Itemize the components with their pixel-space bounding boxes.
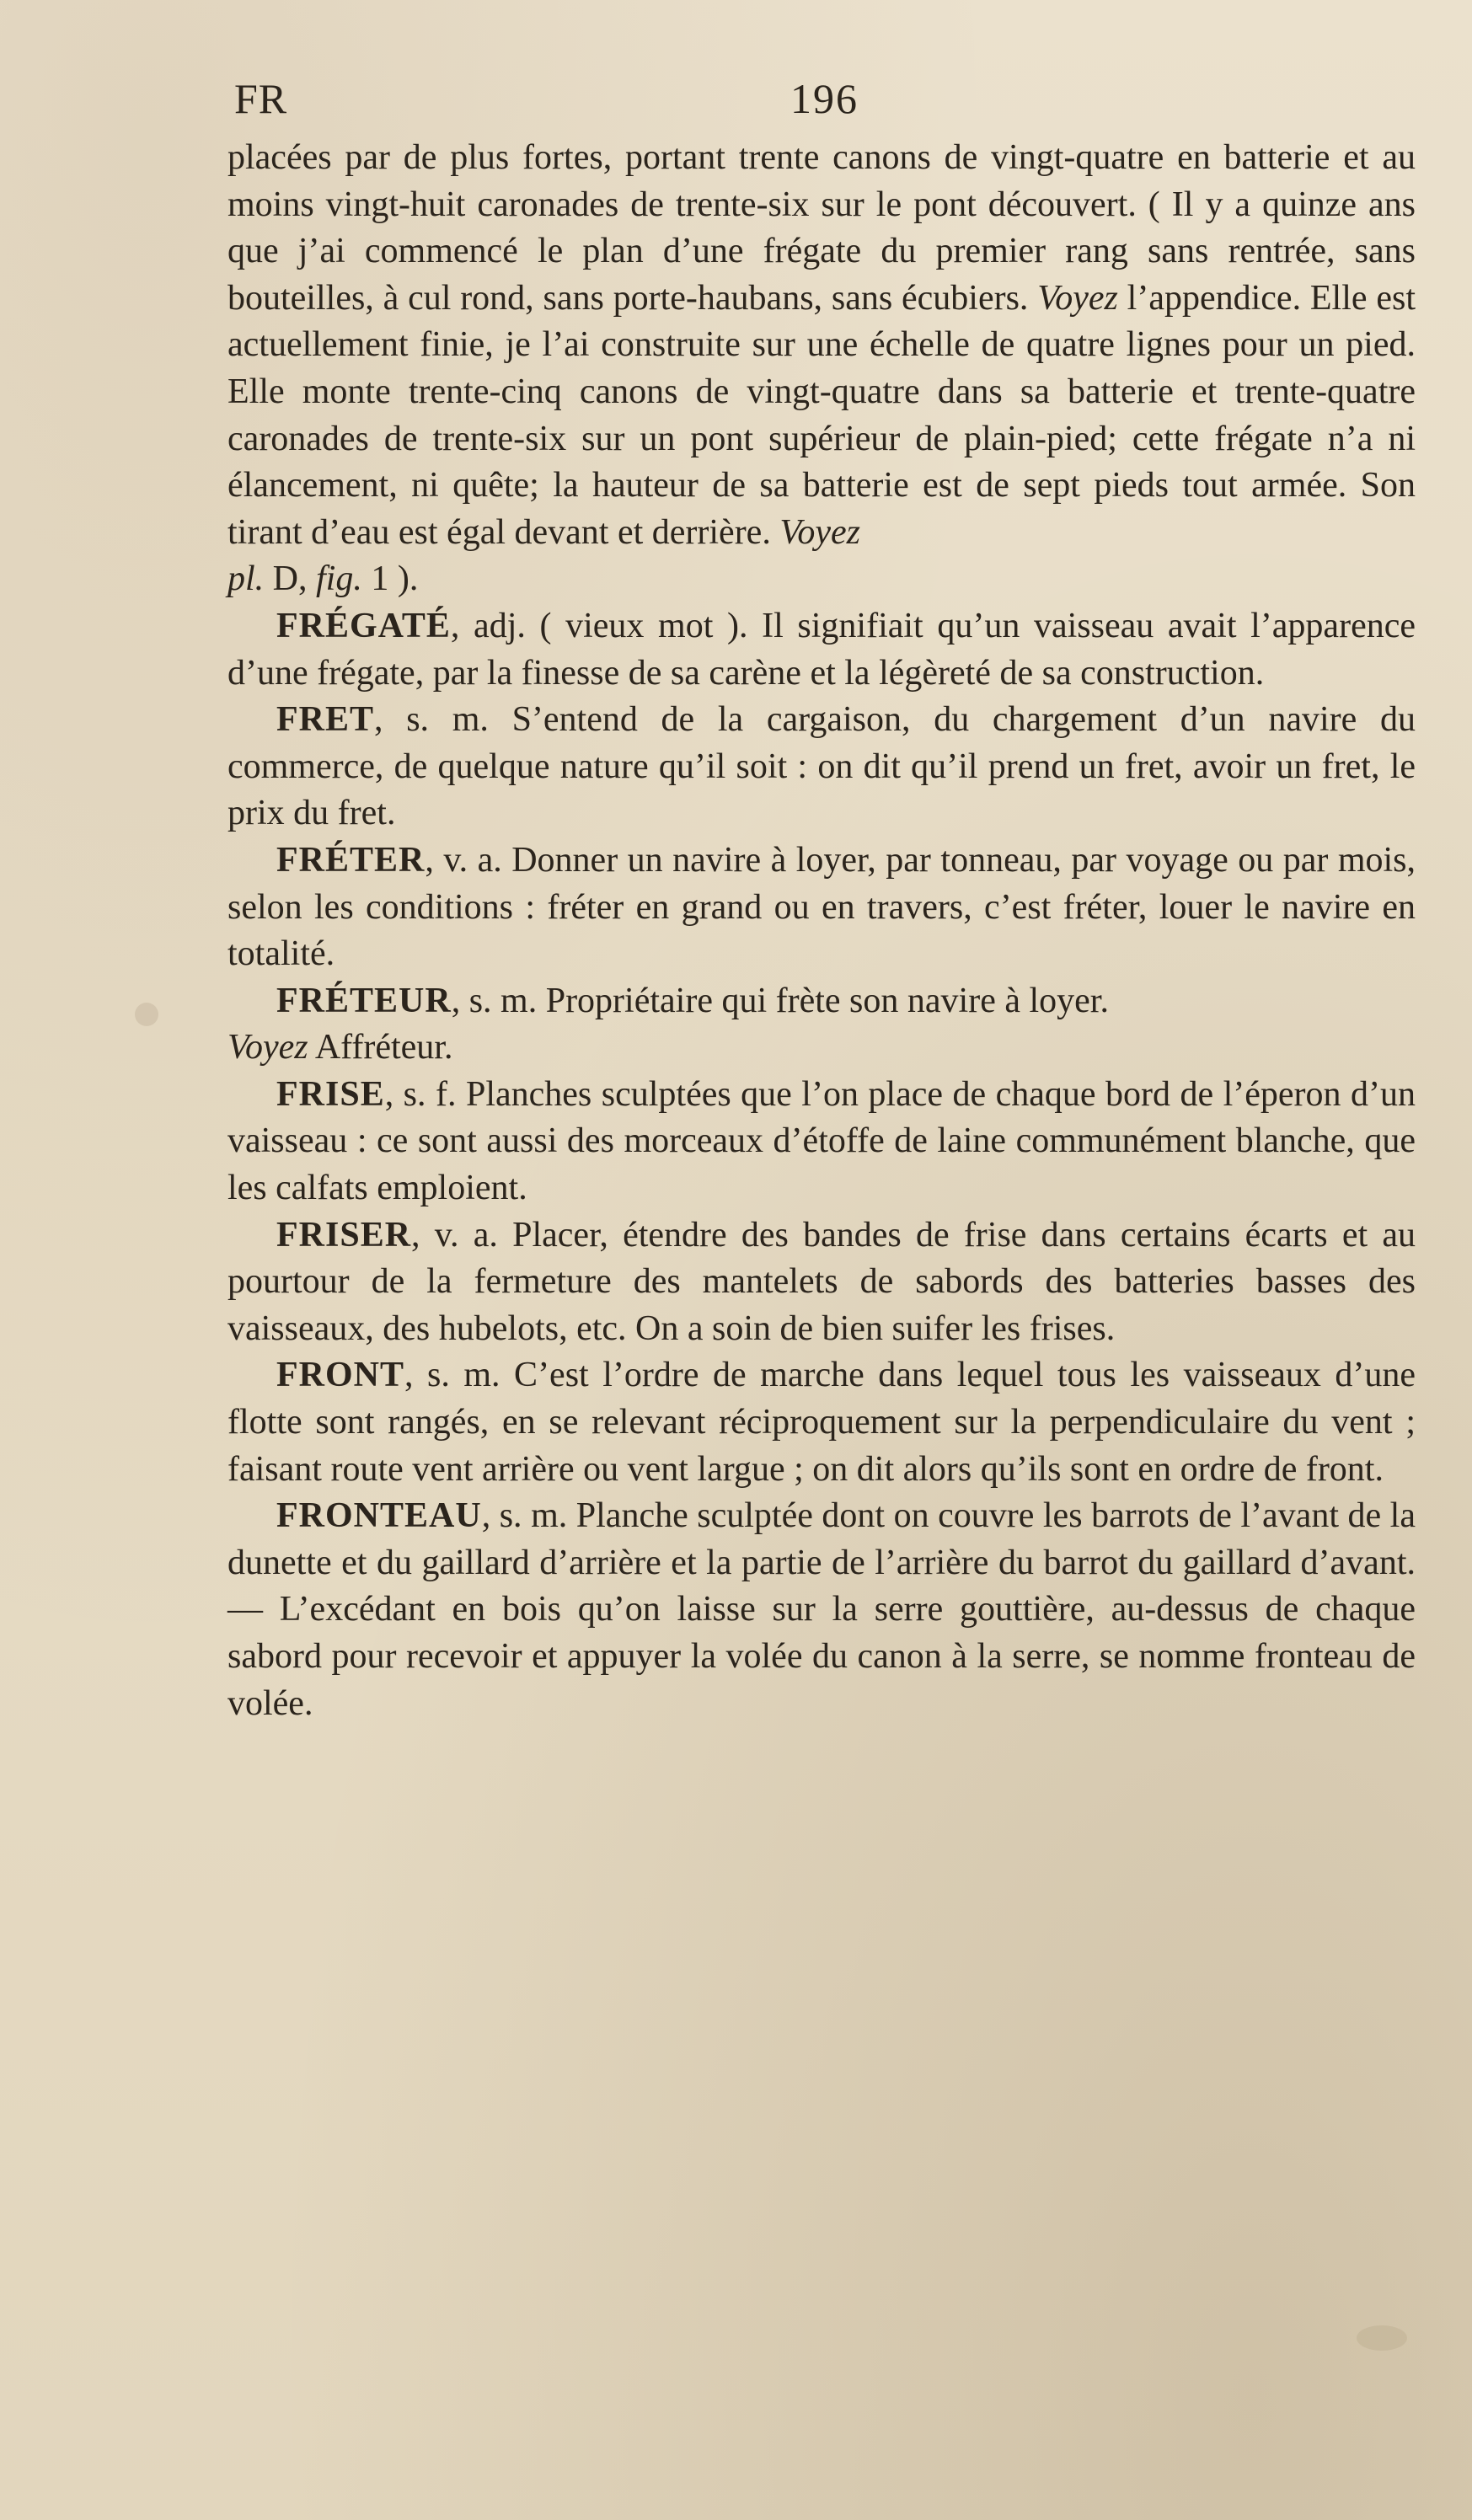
continuation-text: l’appendice. Elle est actuellement finie, je l’ai construite sur une échelle de quatre lignes pour un pied. Elle monte trente-cinq canons de vingt-quatre dans sa batterie et trente-quatre caronades de trente-six sur un pont supérieur de plain-pied; cette frégate n’a ni élancement, ni quête; la hauteur de sa batterie est de sept pieds tout armée. Son tirant d’eau est égal devant et derrière. <box>227 278 1416 552</box>
entry-headword: FRISER <box>276 1215 412 1255</box>
dictionary-entry <box>227 978 1416 1072</box>
entry-definition: , v. a. Placer, étendre des bandes de frise dans certains écarts et au pourtour de la fermeture des mantelets de sabords des batteries basses des vaisseaux, des hubelots, etc. On a soin de bien suifer les frises. <box>227 1215 1416 1348</box>
entry-definition: , s. m. S’entend de la cargaison, du chargement d’un navire du commerce, de quelque nature qu’il soit : on dit qu’il prend un fret, avoir un fret, le prix du fret. <box>227 700 1416 833</box>
figure-number: 1 ). <box>361 559 419 599</box>
dictionary-entry <box>227 1212 1416 1353</box>
continuation-paragraph <box>227 135 1416 603</box>
dictionary-entry <box>227 837 1416 978</box>
plate-reference: pl. <box>227 559 265 599</box>
dictionary-entry <box>227 1072 1416 1212</box>
entry-definition: , s. m. C’est l’ordre de marche dans lequel tous les vaisseaux d’une flotte sont rangés, en se relevant réciproquement sur la perpendiculaire du vent ; faisant route vent arrière ou vent largue ; on dit alors qu’ils sont en ordre de front. <box>227 1356 1416 1489</box>
entry-headword: FRÉTEUR <box>276 981 452 1020</box>
plate-letter: D, <box>264 559 317 599</box>
page-header <box>234 69 1414 128</box>
entry-headword: FRONTEAU <box>276 1496 482 1536</box>
entry-headword: FRISE <box>276 1074 385 1114</box>
cross-reference: Voyez <box>227 1028 308 1067</box>
dictionary-text <box>227 135 1416 1727</box>
dictionary-entry <box>227 603 1416 697</box>
dictionary-entry <box>227 1493 1416 1727</box>
continuation-text: placées par de plus fortes, portant trente canons de vingt-quatre en batterie et au moins vingt-huit caronades de trente-six sur le pont découvert. ( Il y a quinze ans que j’ai commencé le plan d’une frégate du premier rang sans rentrée, sans bouteilles, à cul rond, sans porte-haubans, sans écubiers. <box>227 138 1416 318</box>
entry-headword: FRÉGATÉ <box>276 606 451 645</box>
entry-definition: , adj. ( vieux mot ). Il signifiait qu’un vaisseau avait l’apparence d’une frégate, par la finesse de sa carène et la légèreté de sa construction. <box>227 606 1416 693</box>
entry-headword: FRONT <box>276 1356 404 1395</box>
entry-definition: , s. m. Planche sculptée dont on couvre les barrots de l’avant de la dunette et du gaillard d’arrière et la partie de l’arrière du barrot du gaillard d’avant. — L’excédant en bois qu’on laisse sur la serre gouttière, au-dessus de chaque sabord pour recevoir et appuyer la volée du canon à la serre, se nomme fronteau de volée. <box>227 1496 1416 1723</box>
cross-reference: Voyez <box>1037 278 1118 318</box>
entry-definition: , s. f. Planches sculptées que l’on place de chaque bord de l’éperon d’un vaisseau : ce sont aussi des morceaux d’étoffe de laine communément blanche, que les calfats emploient. <box>227 1074 1416 1208</box>
running-head: FR <box>234 75 288 122</box>
dictionary-entry <box>227 697 1416 837</box>
dictionary-entry <box>227 1352 1416 1493</box>
page-number: 196 <box>790 75 859 122</box>
paper-stain <box>135 1003 158 1026</box>
entry-definition-tail: Affréteur. <box>308 1028 453 1067</box>
figure-reference: fig. <box>316 559 362 599</box>
entry-headword: FRÉTER <box>276 840 426 880</box>
entry-definition: , s. m. Propriétaire qui frète son navire à loyer. <box>451 981 1109 1020</box>
entry-headword: FRET <box>276 700 375 740</box>
cross-reference: Voyez <box>779 512 860 552</box>
entry-definition: , v. a. Donner un navire à loyer, par tonneau, par voyage ou par mois, selon les conditions : fréter en grand ou en travers, c’est fréter, louer le navire en totalité. <box>227 840 1416 974</box>
paper-stain <box>1357 2325 1407 2351</box>
